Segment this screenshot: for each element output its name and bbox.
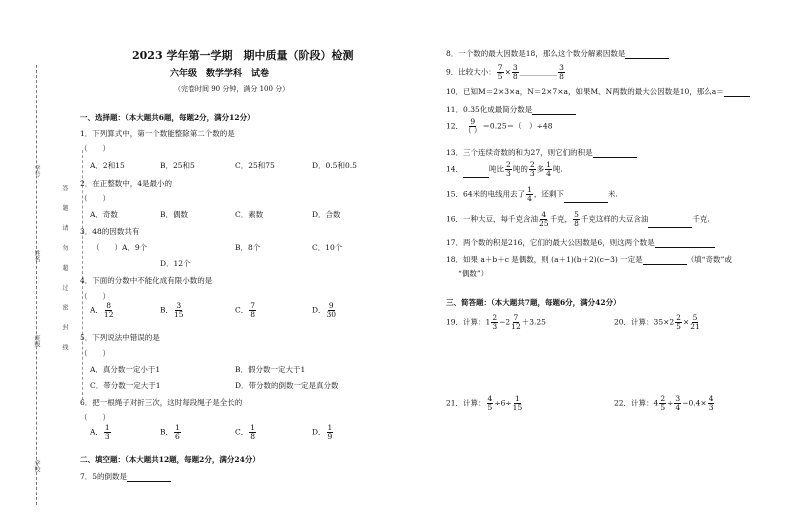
q3-opt-a: （ ）A．9个 <box>92 243 148 252</box>
q13-text: 13．三个连续奇数的和为27，则它们的积是 <box>446 147 637 158</box>
q4-opt-a: A． $\frac{8}{12}$ <box>90 301 114 319</box>
q5-opt-d: D．带分数的倒数一定是真分数 <box>235 381 339 390</box>
section-fill-title: 二、填空题：（本大题共12题，每题2分，满分24分） <box>80 455 260 464</box>
exam-note: （完卷时间 90 分钟，满分 100 分） <box>174 85 290 93</box>
q1-text: 1．下列算式中，第一个数能整除第二个数的是 <box>80 129 235 138</box>
q1-opt-a: A．2和15 <box>90 161 125 170</box>
seal-warning: 答 题 请 勿 超 过 密 封 线 <box>61 185 68 357</box>
q11-text: 11．0.35化成最简分数是 <box>446 104 576 115</box>
q21-text: 21．计算： $\frac{4}{5}$ ÷6÷ $\frac{1}{15}$ <box>446 394 523 412</box>
q4-opt-d: D． $\frac{9}{30}$ <box>312 301 337 319</box>
q20-text: 20．计算：35×2 $\frac{2}{5}$ × $\frac{5}{21}$ <box>614 313 700 331</box>
label-school: 学校 <box>33 460 40 472</box>
q2-opt-a: A．奇数 <box>90 210 118 219</box>
page-subtitle: 六年级 数学学科 试卷 <box>170 69 270 79</box>
q4-opt-c: C． $\frac{7}{8}$ <box>235 301 256 319</box>
q3-opt-d: D．12个 <box>160 259 191 268</box>
q15-text: 15．64米的电线用去了 $\frac{1}{4}$ ，还剩下 米. <box>446 185 618 203</box>
q2-opt-c: C．素数 <box>235 210 264 219</box>
q4-opt-b: B． $\frac{3}{15}$ <box>160 301 184 319</box>
label-class: 班级 <box>33 335 40 347</box>
q6-opt-a: A． $\frac{1}{3}$ <box>90 423 110 441</box>
q2-paren: （ ） <box>80 194 110 203</box>
q1-opt-b: B．25和5 <box>160 161 195 170</box>
q16-text: 16．一种大豆，每千克含油 $\frac{4}{25}$ 千克， $\frac{5}{8}$ 千克这样的大豆含油 千克. <box>446 210 710 228</box>
q12-text: 12． $\frac{9}{( )}$ ＝0.25＝（ ）÷48 <box>446 117 553 135</box>
q5-opt-a: A．真分数一定小于1 <box>90 365 161 374</box>
q8-text: 8．一个数的最大因数是18，那么这个数分解素因数是 <box>446 48 669 59</box>
q7-text: 7．5的倒数是 <box>80 471 171 482</box>
q5-text: 5．下列说法中错误的是 <box>80 333 160 342</box>
q1-opt-d: D．0.5和0.5 <box>312 161 357 170</box>
q6-opt-b: B． $\frac{1}{6}$ <box>160 423 180 441</box>
q2-text: 2．在正整数中，4是最小的 <box>80 179 173 188</box>
q17-text: 17．两个数的积是216，它们的最大公因数是6，则这两个数是 <box>446 237 715 248</box>
page-title: 2023 学年第一学期 期中质量（阶段）检测 <box>132 49 354 62</box>
q6-opt-d: D． $\frac{1}{9}$ <box>312 423 333 441</box>
q1-paren: （ ） <box>80 144 110 153</box>
section-calc-title: 三、简答题：（本大题共7题，每题6分，满分42分） <box>446 298 621 307</box>
q6-text: 6．把一根绳子对折三次，这时每段绳子是全长的 <box>80 398 243 407</box>
q14-text: 14． 吨比 $\frac{2}{3}$ 吨的 $\frac{2}{3}$ 多 $\frac{1}{4}$ 吨. <box>446 160 563 178</box>
q10-text: 10．已知M＝2×3×a，N＝2×7×a，如果M、N两数的最大公因数是10，那么a＝ <box>446 86 750 97</box>
q3-opt-c: C．10个 <box>312 243 343 252</box>
q9-text: 9．比较大小： $\frac{7}{5}$ × $\frac{3}{8}$ ＿＿＿＿＿ $\frac{3}{8}$ <box>446 63 564 81</box>
q6-paren: （ ） <box>80 413 110 422</box>
q2-opt-d: D．合数 <box>312 210 341 219</box>
q4-text: 4．下面的分数中不能化成有限小数的是 <box>80 276 213 285</box>
label-name: 姓名 <box>33 250 40 262</box>
q5-paren: （ ） <box>80 349 110 358</box>
binding-line <box>36 65 37 505</box>
q18-text: 18．如果 a＋b＋c 是偶数，则 (a＋1)(b＋2)(c−3) 一定是 （填“奇数”或 <box>446 255 732 264</box>
q18-text-cont: “偶数”） <box>458 269 489 278</box>
q3-opt-b: B．8个 <box>235 243 261 252</box>
label-student-id: 学号 <box>33 165 40 177</box>
q3-text: 3．48的因数共有 <box>80 227 140 236</box>
q5-opt-b: B．假分数一定大于1 <box>235 365 306 374</box>
q19-text: 19．计算：1 $\frac{2}{3}$ −2 $\frac{7}{12}$ ＋3.25 <box>446 313 546 331</box>
q5-opt-c: C．带分数一定大于1 <box>90 381 161 390</box>
q22-text: 22．计算：4 $\frac{2}{5}$ ÷ $\frac{3}{4}$ −0.4× $\frac{4}{3}$ <box>614 394 714 412</box>
q6-opt-c: C． $\frac{1}{8}$ <box>235 423 256 441</box>
q1-opt-c: C．25和75 <box>235 161 275 170</box>
q4-paren: （ ） <box>80 292 110 301</box>
section-choice-title: 一、选择题：（本大题共6题，每题2分，满分12分） <box>80 113 255 122</box>
q2-opt-b: B．偶数 <box>160 210 189 219</box>
